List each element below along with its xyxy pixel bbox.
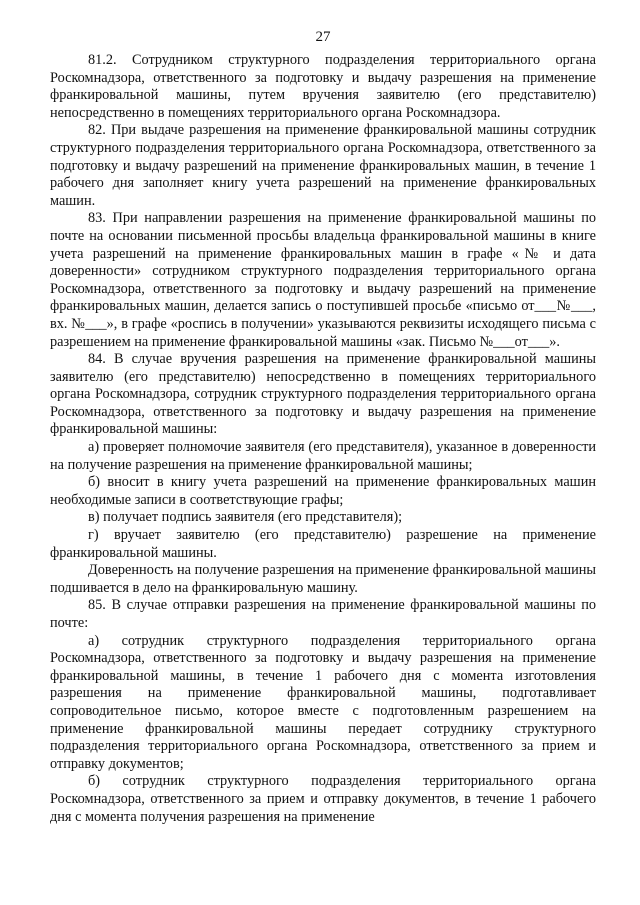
paragraph-84: 84. В случае вручения разрешения на применение франкировальной машины заявителю (его представителю) непосредственно в помещениях территориального органа Роскомнадзора, сотрудник структурного подразделения территориального органа Роскомнадзора, ответственного за подготовку и выдачу разрешения на применение франкировальной машины: <box>50 351 596 438</box>
paragraph-81-2: 81.2. Сотрудником структурного подразделения территориального органа Роскомнадзора, ответственного за подготовку и выдачу разрешения на применение франкировальной машины, путем вручения заявителю (его представителю) непосредственно в помещениях территориального органа Роскомнадзора. <box>50 52 596 121</box>
paragraph-84-b: б) вносит в книгу учета разрешений на применение франкировальных машин необходимые записи в соответствующие графы; <box>50 474 596 508</box>
paragraph-83: 83. При направлении разрешения на применение франкировальной машины по почте на основании письменной просьбы владельца франкировальной машины в книге учета разрешений на применение франкировальных машин в графе «№ и дата доверенности» сотрудником структурного подразделения территориального органа Роскомнадзора, ответственного за подготовку и выдачу разрешений на применение франкировальных машин, делается запись о поступившей просьбе «письмо от___№___, вх. №___», в графе «роспись в получении» указываются реквизиты исходящего письма с разрешением на применение франкировальной машины «зак. Письмо №___от___». <box>50 210 596 350</box>
paragraph-power-of-attorney: Доверенность на получение разрешения на применение франкировальной машины подшивается в дело на франкировальную машину. <box>50 562 596 596</box>
paragraph-85-a: а) сотрудник структурного подразделения территориального органа Роскомнадзора, ответственного за подготовку и выдачу разрешения на применение франкировальной машины, в течение 1 рабочего дня с момента изготовления разрешения на применение франкировальной машины, подготавливает сопроводительное письмо, которое вместе с подготовленным разрешением на применение франкировальной машины передает сотруднику структурного подразделения территориального органа Роскомнадзора, ответственного за прием и отправку документов; <box>50 632 596 772</box>
paragraph-84-v: в) получает подпись заявителя (его представителя); <box>88 509 403 526</box>
paragraph-85-b: б) сотрудник структурного подразделения территориального органа Роскомнадзора, ответственного за прием и отправку документов, в течение 1 рабочего дня с момента получения разрешения на применение <box>50 773 596 825</box>
paragraph-84-g: г) вручает заявителю (его представителю) разрешение на применение франкировальной машины. <box>50 527 596 561</box>
page-number: 27 <box>315 29 331 45</box>
document-page <box>50 28 596 826</box>
paragraph-85: 85. В случае отправки разрешения на применение франкировальной машины по почте: <box>50 597 596 631</box>
paragraph-82: 82. При выдаче разрешения на применение франкировальной машины сотрудник структурного подразделения территориального органа Роскомнадзора, ответственного за подготовку и выдачу разрешений на применение франкировальных машин, в течение 1 рабочего дня заполняет книгу учета разрешений на применение франкировальных машин. <box>50 122 596 209</box>
paragraph-84-a: а) проверяет полномочие заявителя (его представителя), указанное в доверенности на получение разрешения на применение франкировальной машины; <box>50 439 596 473</box>
